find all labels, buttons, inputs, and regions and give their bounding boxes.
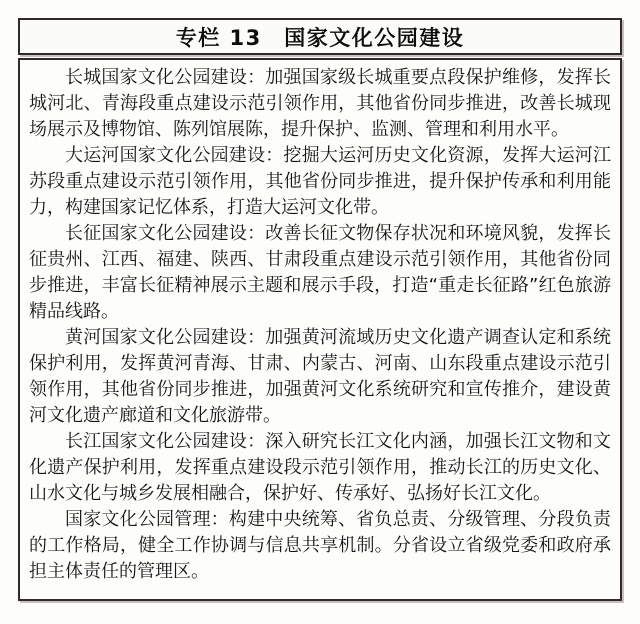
panel-body [18,58,622,601]
panel-title: 专栏 13 国家文化公园建设 [175,25,465,50]
paragraph-great-wall: 长城国家文化公园建设：加强国家级长城重要点段保护维修，发挥长城河北、青海段重点建设示范引领作用，其他省份同步推进，改善长城现场展示及博物馆、陈列馆展陈，提升保护、监测、管理和利用水平。 [29,67,611,140]
panel-title-bar [18,18,622,55]
paragraph-grand-canal: 大运河国家文化公园建设：挖掘大运河历史文化资源，发挥大运河江苏段重点建设示范引领作用，其他省份同步推进，提升保护传承和利用能力，构建国家记忆体系，打造大运河文化带。 [29,145,611,218]
paragraph-park-management: 国家文化公园管理：构建中央统筹、省负总责、分级管理、分段负责的工作格局，健全工作协调与信息共享机制。分省设立省级党委和政府承担主体责任的管理区。 [29,509,611,582]
paragraph-long-march: 长征国家文化公园建设：改善长征文物保存状况和环境风貌，发挥长征贵州、江西、福建、陕西、甘肃段重点建设示范引领作用，其他省份同步推进，丰富长征精神展示主题和展示手段，打造“重走长征路”红色旅游精品线路。 [29,223,611,322]
paragraph-yellow-river: 黄河国家文化公园建设：加强黄河流域历史文化遗产调查认定和系统保护利用，发挥黄河青海、甘肃、内蒙古、河南、山东段重点建设示范引领作用，其他省份同步推进，加强黄河文化系统研究和宣传推介，建设黄河文化遗产廊道和文化旅游带。 [29,327,611,426]
paragraph-yangtze-river: 长江国家文化公园建设：深入研究长江文化内涵，加强长江文物和文化遗产保护利用，发挥重点建设段示范引领作用，推动长江的历史文化、山水文化与城乡发展相融合，保护好、传承好、弘扬好长江文化。 [29,431,611,504]
